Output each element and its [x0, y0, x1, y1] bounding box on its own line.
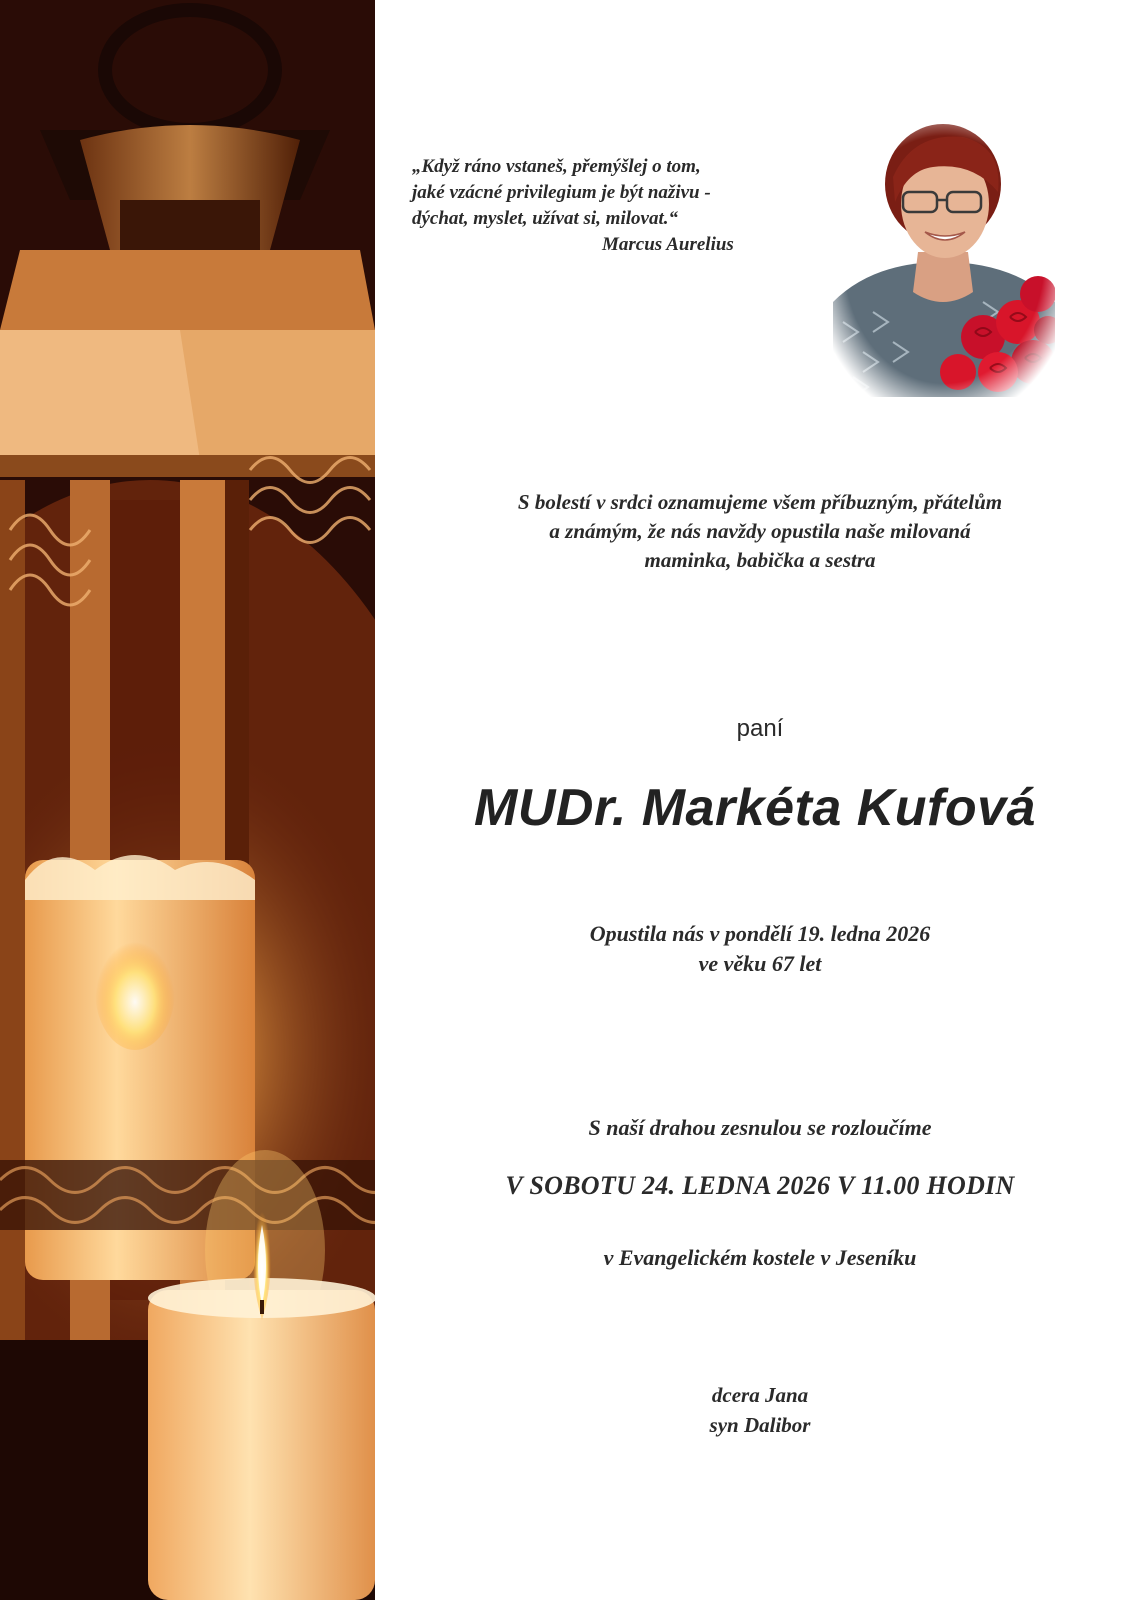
ceremony-venue: v Evangelickém kostele v Jeseníku — [603, 1245, 917, 1270]
death-info-line: ve věku 67 let — [698, 951, 822, 976]
quote — [412, 154, 812, 258]
mourners — [420, 1380, 1100, 1440]
announcement-line: S bolestí v srdci oznamujeme všem příbuzným, přátelům — [517, 490, 1003, 514]
quote-line: „Když ráno vstaneš, přemýšlej o tom, — [412, 156, 701, 177]
quote-line: dýchat, myslet, užívat si, milovat.“ — [412, 208, 678, 229]
deceased-name: MUDr. Markéta Kufová — [474, 779, 1036, 837]
announcement-line: a známým, že nás navždy opustila naše milovaná — [549, 519, 971, 543]
lantern-illustration — [0, 0, 375, 1600]
ceremony-intro: S naší drahou zesnulou se rozloučíme — [588, 1115, 932, 1140]
portrait-illustration — [833, 122, 1055, 397]
lantern-candle-image — [0, 0, 375, 1600]
ceremony-datetime: V SOBOTU 24. LEDNA 2026 V 11.00 HODIN — [505, 1171, 1015, 1200]
death-info-line: Opustila nás v pondělí 19. ledna 2026 — [589, 921, 931, 946]
announcement-line: maminka, babička a sestra — [644, 548, 876, 572]
quote-author: Marcus Aurelius — [602, 234, 734, 255]
mourner-name: syn Dalibor — [709, 1413, 811, 1437]
salutation: paní — [736, 715, 784, 742]
mourner-name: dcera Jana — [711, 1383, 809, 1407]
death-info — [420, 919, 1100, 979]
announcement — [420, 488, 1100, 575]
quote-line: jaké vzácné privilegium je být naživu - — [412, 182, 711, 203]
portrait-photo — [833, 122, 1055, 397]
